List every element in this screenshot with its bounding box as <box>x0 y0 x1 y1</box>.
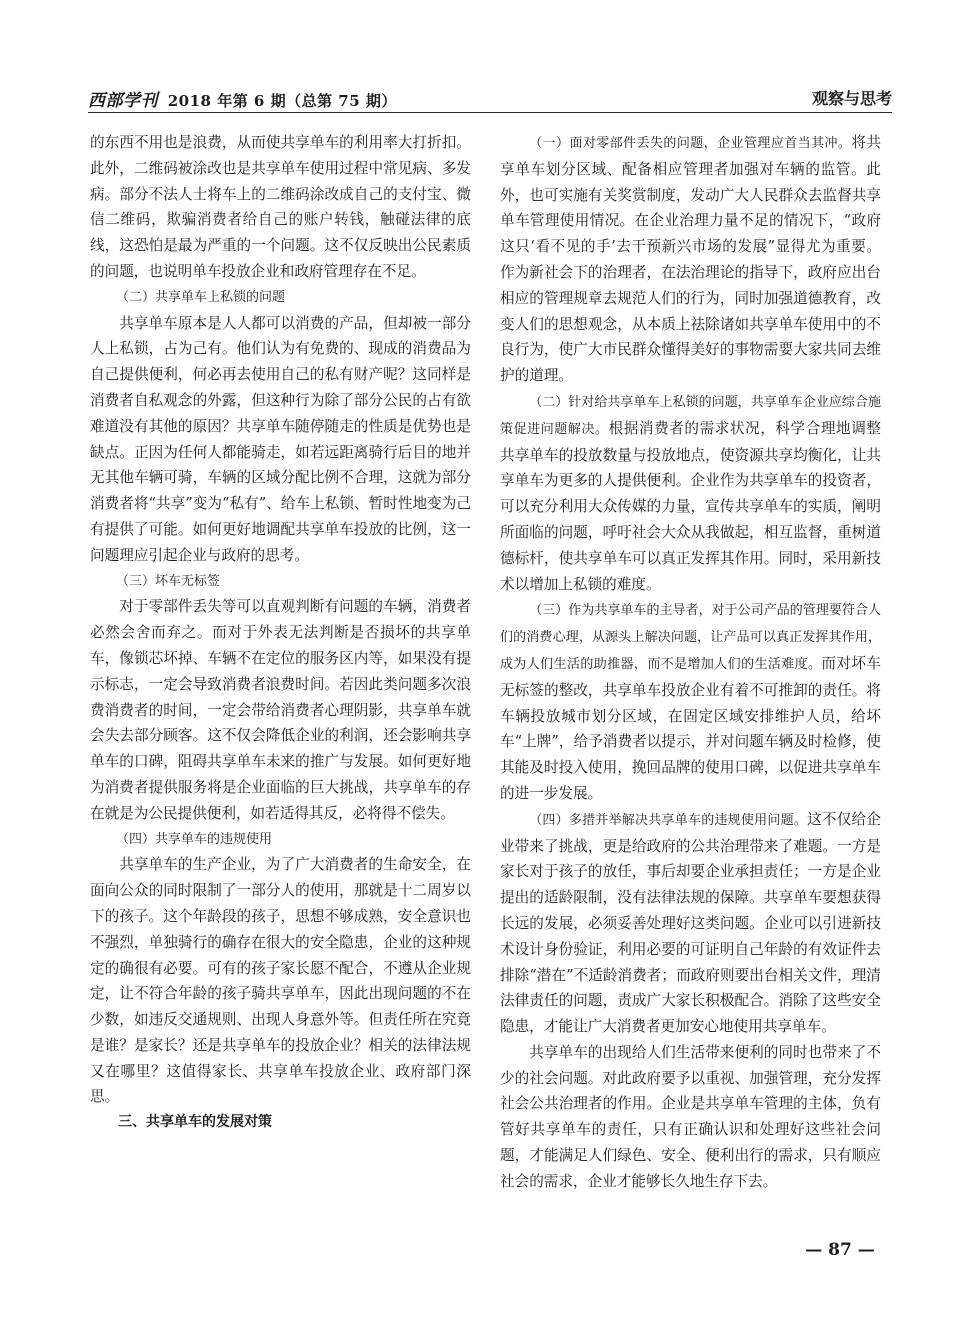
left-column <box>90 130 471 1136</box>
paragraph-text: 共享单车原本是人人都可以消费的产品，但却被一部分人上私锁，占为己有。他们认为有免费的、现成的消费品为自己提供便利，何必再去使用自己的私有财产呢？这同样是消费者自私观念的外露，但这种行为除了部分公民的占有欲难道没有其他的原因？共享单车随停随走的性质是优势也是缺点。正因为任何人都能骑走，如若远距离骑行后目的地并无其他车辆可骑，车辆的区域分配比例不合理，这就为部分消费者将“共享”变为“私有”、给车上私锁、暂时性地变为己有提供了可能。如何更好地调配共享单车投放的比例，这一问题理应引起企业与政府的思考。 <box>90 314 471 564</box>
paragraph-text: 共享单车的生产企业，为了广大消费者的生命安全，在面向公众的同时限制了一部分人的使用，那就是十二周岁以下的孩子。这个年龄段的孩子，思想不够成熟，安全意识也不强烈，单独骑行的确存在很大的安全隐患，企业的这种规定的确很有必要。可有的孩子家长愿不配合，不遵从企业规定，让不符合年龄的孩子骑共享单车，因此出现问题的不在少数，如违反交通规则、出现人身意外等。但责任所在究竟是谁？是家长？还是共享单车的投放企业？相关的法律法规又在哪里？这值得家长、共享单车投放企业、政府部门深思。 <box>90 856 471 1106</box>
paragraph-lead: （二）针对给共享单车上私锁的问题，共享单车企业应综合施策促进问题解决。 <box>500 394 881 437</box>
paragraph-lead: （三）作为共享单车的主导者，对于公司产品的管理要符合人们的消费心理，从源头上解决问题，让产品可以真正发挥其作用，成为人们生活的助推器，而不是增加人们的生活难度。 <box>500 603 881 672</box>
subsection-heading <box>90 569 471 595</box>
page-number: — 87 — <box>805 1240 875 1260</box>
paragraph-lead: （四）多措并举解决共享单车的违规使用问题。 <box>529 812 808 828</box>
section-title: 观察与思考 <box>811 89 892 108</box>
paragraph-text: （二）共享单车上私锁的问题 <box>116 289 286 305</box>
paragraph <box>500 597 881 806</box>
paragraph-continued <box>90 130 471 285</box>
paragraph-text: 三、共享单车的发展对策 <box>118 1114 272 1131</box>
issue-info: 2018 年第 6 期（总第 75 期） <box>167 92 397 110</box>
paragraph-text: 对于零部件丢失等可以直观判断有问题的车辆，消费者必然会舍而弃之。而对于外表无法判断是否损坏的共享单车，像锁芯坏掉、车辆不在定位的服务区内等，如果没有提示标志，一定会导致消费者浪费时间。若因此类问题多次浪费消费者的时间，一定会带给消费者心理阴影，共享单车就会失去部分顾客。这不仅会降低企业的利润，还会影响共享单车的口碑，阻碍共享单车未来的推广与发展。如何更好地为消费者提供服务将是企业面临的巨大挑战，共享单车的存在就是为公民提供便利，如若适得其反，必将得不偿失。 <box>90 598 471 822</box>
section-heading <box>90 1110 471 1136</box>
paragraph-lead: （一）面对零部件丢失的问题，企业管理应首当其冲。 <box>529 136 852 151</box>
paragraph-text: （三）坏车无标签 <box>116 573 221 589</box>
subsection-heading <box>90 827 471 853</box>
paragraph <box>500 1040 881 1195</box>
paragraph <box>90 852 471 1110</box>
journal-info <box>88 86 397 111</box>
paragraph <box>500 130 881 389</box>
paragraph <box>90 594 471 826</box>
paragraph-text: 共享单车的出现给人们生活带来便利的同时也带来了不少的社会问题。对此政府要予以重视、加强管理，充分发挥社会公共治理者的作用。企业是共享单车管理的主体，负有管好共享单车的责任，只有正确认识和处理好这些社会问题，才能满足人们绿色、安全、便利出行的需求，只有顺应社会的需求，企业才能够长久地生存下去。 <box>500 1043 881 1190</box>
journal-logo: 西部学刊 <box>88 91 158 111</box>
paragraph-text: 根据消费者的需求状况，科学合理地调整共享单车的投放数量与投放地点，使资源共享均衡化，让共享单车为更多的人提供便利。企业作为共享单车的投资者，可以充分利用大众传媒的力量，宣传共享单车的实质，阐明所面临的问题，呼吁社会大众从我做起，相互监督，重树道德标杆，使共享单车可以真正发挥其作用。同时，采用新技术以增加上私锁的难度。 <box>500 419 881 593</box>
subsection-heading <box>90 285 471 311</box>
right-column <box>500 130 881 1195</box>
page-header <box>88 82 892 113</box>
paragraph-text: 将共享单车划分区域、配备相应管理者加强对车辆的监管。此外，也可实施有关奖赏制度，发动广大人民群众去监督共享单车管理使用情况。在企业治理力量不足的情况下，“政府这只‘看不见的手’去干预新兴市场的发展”显得尤为重要。作为新社会下的治理者，在法治理论的指导下，政府应出台相应的管理规章去规范人们的行为，同时加强道德教育，改变人们的思想观念，从本质上祛除诸如共享单车使用中的不良行为，使广大市民群众懂得美好的事物需要大家共同去维护的道理。 <box>500 134 881 385</box>
paragraph <box>90 311 471 569</box>
paragraph-text: （四）共享单车的违规使用 <box>116 831 273 847</box>
paragraph-text: 这不仅给企业带来了挑战，更是给政府的公共治理带来了难题。一方是家长对于孩子的放任，事后却要企业承担责任；一方是企业提出的适龄限制，没有法律法规的保障。共享单车要想获得长远的发展，必须妥善处理好这类问题。企业可以引进新技术设计身份验证，利用必要的可证明自己年龄的有效证件去排除“潜在”不适龄消费者；而政府则要出台相关文件，理清法律责任的问题，责成广大家长积极配合。消除了这些安全隐患，才能让广大消费者更加安心地使用共享单车。 <box>500 810 881 1036</box>
paragraph <box>500 807 881 1040</box>
paragraph-text: 的东西不用也是浪费，从而使共享单车的利用率大打折扣。此外，二维码被涂改也是共享单车使用过程中常见病、多发病。部分不法人士将车上的二维码涂改成自己的支付宝、微信二维码，欺骗消费者给自己的账户转钱，触碰法律的底线，这恐怕是最为严重的一个问题。这不仅反映出公民素质的问题，也说明单车投放企业和政府管理存在不足。 <box>90 134 471 280</box>
paragraph-text: 而对坏车无标签的整改，共享单车投放企业有着不可推卸的责任。将车辆投放城市划分区域，在固定区域安排维护人员，给坏车“上牌”，给予消费者以提示，并对问题车辆及时检修，使其能及时投入使用，挽回品牌的使用口碑，以促进共享单车的进一步发展。 <box>500 654 881 802</box>
paragraph <box>500 389 881 597</box>
